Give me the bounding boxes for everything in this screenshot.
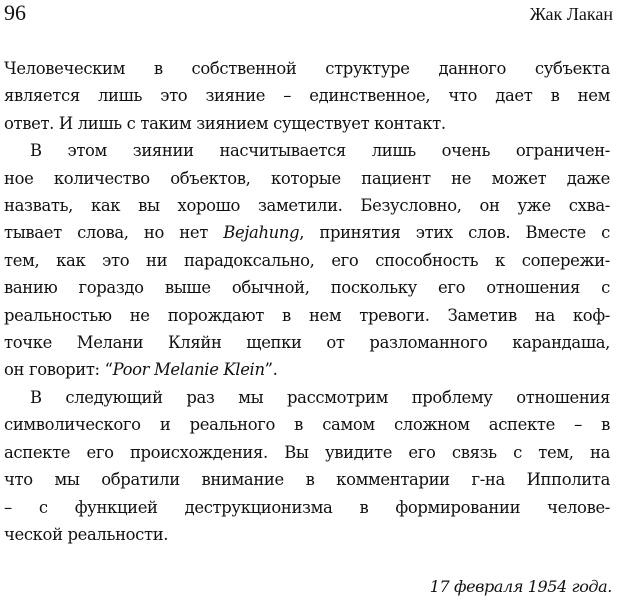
text-line: что мы обратили внимание в комментарии г-на Ипполита	[4, 470, 610, 490]
text-line: В этом зиянии насчитывается лишь очень ограничен-	[30, 141, 610, 161]
text-fragment: ”.	[264, 360, 278, 380]
text-line: – с функцией деструкционизма в формировании челове-	[4, 497, 610, 517]
running-head: Жак Лакан	[529, 4, 613, 24]
text-line: реальностью не порождают в нем тревоги. Заметив на коф-	[4, 305, 610, 325]
text-line: ванию гораздо выше обычной, поскольку его отношения с	[4, 278, 610, 298]
body-text	[4, 55, 610, 548]
text-fragment: , принятия этих слов. Вместе с	[299, 223, 610, 243]
text-fragment: он говорит: “	[4, 360, 113, 380]
text-line: точке Мелани Кляйн щепки от разломанного карандаша,	[4, 333, 610, 353]
text-line: ческой реальности.	[4, 524, 169, 544]
text-line-with-italic	[4, 219, 610, 246]
text-line: назвать, как вы хорошо заметили. Безусловно, он уже схва-	[4, 196, 610, 216]
page-number: 96	[4, 0, 26, 25]
italic-term: Bejahung	[223, 223, 300, 243]
page-header	[0, 0, 620, 26]
text-line: ное количество объектов, которые пациент не может даже	[4, 168, 610, 188]
lecture-date: 17 февраля 1954 года.	[429, 577, 612, 596]
text-fragment: тывает слова, но нет	[4, 223, 224, 243]
text-line: является лишь это зияние – единственное, что дает в нем	[4, 86, 610, 106]
text-line: аспекте его происхождения. Вы увидите его связь с тем, на	[4, 442, 610, 462]
text-line: В следующий раз мы рассмотрим проблему отношения	[30, 387, 610, 407]
text-line: тем, как это ни парадоксально, его способность к сопережи-	[4, 250, 610, 270]
text-line: ответ. И лишь с таким зиянием существует контакт.	[4, 113, 446, 133]
italic-quote: Poor Melanie Klein	[112, 360, 265, 380]
text-line: символического и реального в самом сложном аспекте – в	[4, 415, 610, 435]
text-line-with-italic	[4, 356, 610, 383]
text-line: Человеческим в собственной структуре данного субъекта	[4, 59, 610, 78]
